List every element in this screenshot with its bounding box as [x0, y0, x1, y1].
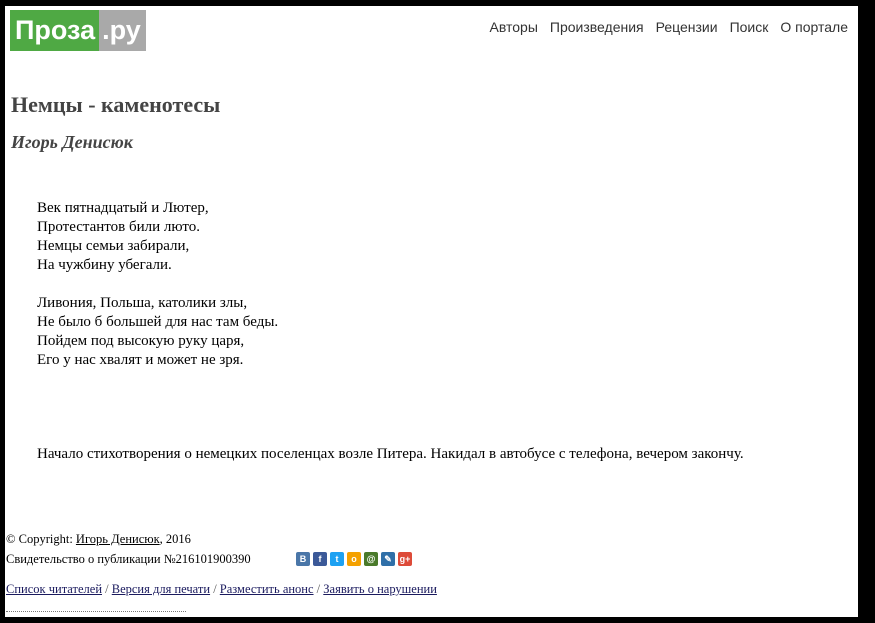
link-separator: /: [210, 582, 220, 596]
nav-reviews[interactable]: Рецензии: [655, 19, 718, 35]
link-separator: /: [313, 582, 324, 596]
link-separator: /: [102, 582, 112, 596]
mailru-icon[interactable]: @: [364, 552, 378, 566]
vk-icon[interactable]: B: [296, 552, 310, 566]
twitter-icon[interactable]: t: [330, 552, 344, 566]
copyright-line: [6, 532, 191, 547]
poem-text: [37, 199, 278, 389]
readers-list-link[interactable]: Список читателей: [6, 582, 103, 596]
poem-line: Протестантов били люто.: [37, 219, 201, 235]
poem-stanza: [37, 199, 278, 275]
poem-line: Пойдем под высокую руку царя,: [37, 333, 245, 349]
logo-part-main: Проза: [10, 10, 99, 51]
logo-part-domain: .ру: [99, 10, 146, 51]
announce-link[interactable]: Разместить анонс: [219, 582, 314, 596]
nav-about[interactable]: О портале: [780, 19, 848, 35]
poem-line: Не было б большей для нас там беды.: [37, 314, 279, 330]
poem-stanza: [37, 294, 278, 370]
footer-links: [6, 582, 437, 597]
poem-line: Ливония, Польша, католики злы,: [37, 295, 248, 311]
share-buttons: [296, 552, 412, 566]
work-title: Немцы - каменотесы: [11, 92, 221, 117]
nav-works[interactable]: Произведения: [549, 19, 644, 35]
copyright-author-link[interactable]: Игорь Денисюк: [75, 532, 160, 546]
copyright-year: , 2016: [159, 532, 191, 546]
print-version-link[interactable]: Версия для печати: [111, 582, 211, 596]
publication-certificate: Свидетельство о публикации №216101900390: [6, 552, 251, 566]
facebook-icon[interactable]: f: [313, 552, 327, 566]
poem-line: Его у нас хвалят и может не зря.: [37, 352, 244, 368]
site-logo[interactable]: [10, 10, 146, 51]
cut-off-content: [6, 610, 406, 614]
odnoklassniki-icon[interactable]: о: [347, 552, 361, 566]
poem-line: Немцы семьи забирали,: [37, 238, 190, 254]
googleplus-icon[interactable]: g+: [399, 554, 411, 564]
nav-search[interactable]: Поиск: [729, 19, 769, 35]
work-author: Игорь Денисюк: [11, 132, 133, 152]
top-navigation: [478, 19, 848, 35]
nav-authors[interactable]: Авторы: [489, 19, 538, 35]
poem-line: На чужбину убегали.: [37, 257, 172, 273]
cut-off-line: [6, 611, 186, 612]
report-violation-link[interactable]: Заявить о нарушении: [323, 582, 437, 596]
livejournal-icon[interactable]: ✎: [381, 552, 395, 566]
poem-line: Век пятнадцатый и Лютер,: [37, 200, 209, 216]
author-note: Начало стихотворения о немецких поселенцах возле Питера. Накидал в автобусе с телефона, вечером закончу.: [37, 446, 744, 462]
copyright-prefix: © Copyright:: [6, 532, 76, 546]
